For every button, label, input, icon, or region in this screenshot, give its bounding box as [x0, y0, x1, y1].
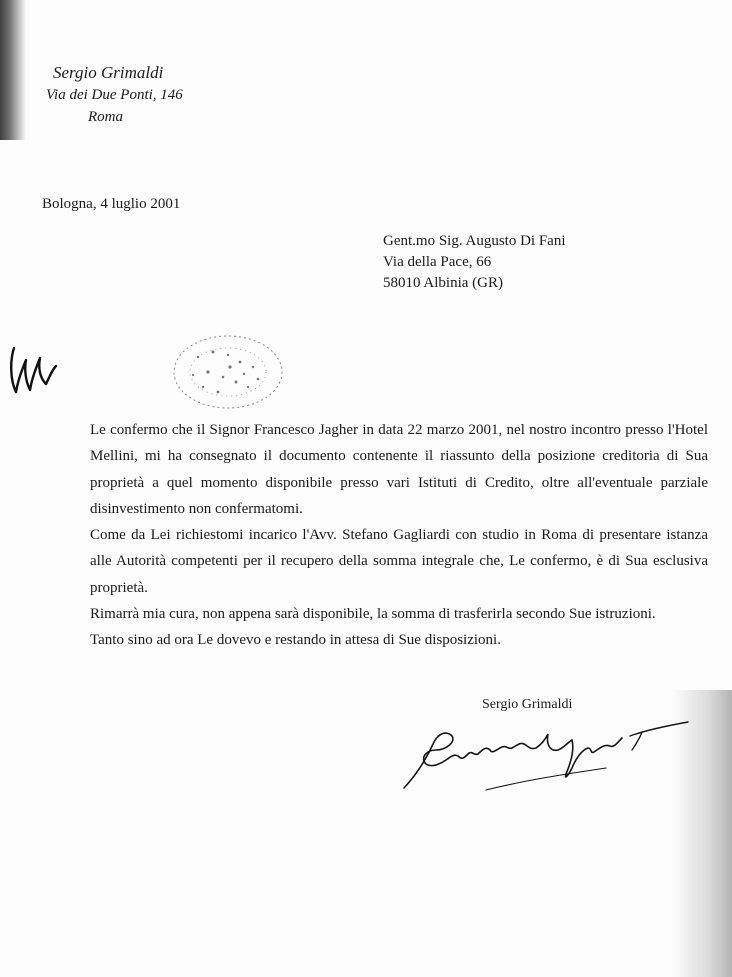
- body-paragraph: Rimarrà mia cura, non appena sarà disponibile, la somma di trasferirla secondo Sue istruzioni.: [90, 606, 656, 623]
- recipient-street: Via della Pace, 66: [383, 254, 492, 270]
- letter-body: [90, 417, 708, 654]
- sender-street: Via dei Due Ponti, 146: [46, 87, 183, 103]
- handwritten-signature: [396, 720, 696, 800]
- recipient-name: Gent.mo Sig. Augusto Di Fani: [383, 233, 566, 249]
- sender-city: Roma: [88, 109, 123, 125]
- sender-name: Sergio Grimaldi: [53, 63, 164, 82]
- body-paragraph: Tanto sino ad ora Le dovevo e restando in attesa di Sue disposizioni.: [90, 632, 501, 649]
- margin-initials-mark: [8, 340, 60, 405]
- sender-address: [46, 62, 216, 128]
- recipient-city: 58010 Albinia (GR): [383, 275, 503, 291]
- scan-shadow-left: [0, 0, 26, 140]
- body-paragraph: Come da Lei richiestomi incarico l'Avv. Stefano Gagliardi con studio in Roma di presentare istanza alle Autorità competenti per il recupero della somma integrale che, Le confermo, è di Sua esclusiva proprietà.: [90, 527, 708, 596]
- letter-date: Bologna, 4 luglio 2001: [42, 196, 181, 212]
- faded-stamp-mark: [168, 327, 288, 422]
- closing-typed-name: Sergio Grimaldi: [482, 697, 573, 712]
- body-paragraph: Le confermo che il Signor Francesco Jagher in data 22 marzo 2001, nel nostro incontro presso l'Hotel Mellini, mi ha consegnato il documento contenente il riassunto della posizione creditoria di Sua proprietà a quel momento disponibile presso vari Istituti di Credito, oltre all'eventuale parziale disinvestimento non confermatomi.: [90, 422, 708, 517]
- recipient-address: [383, 231, 566, 294]
